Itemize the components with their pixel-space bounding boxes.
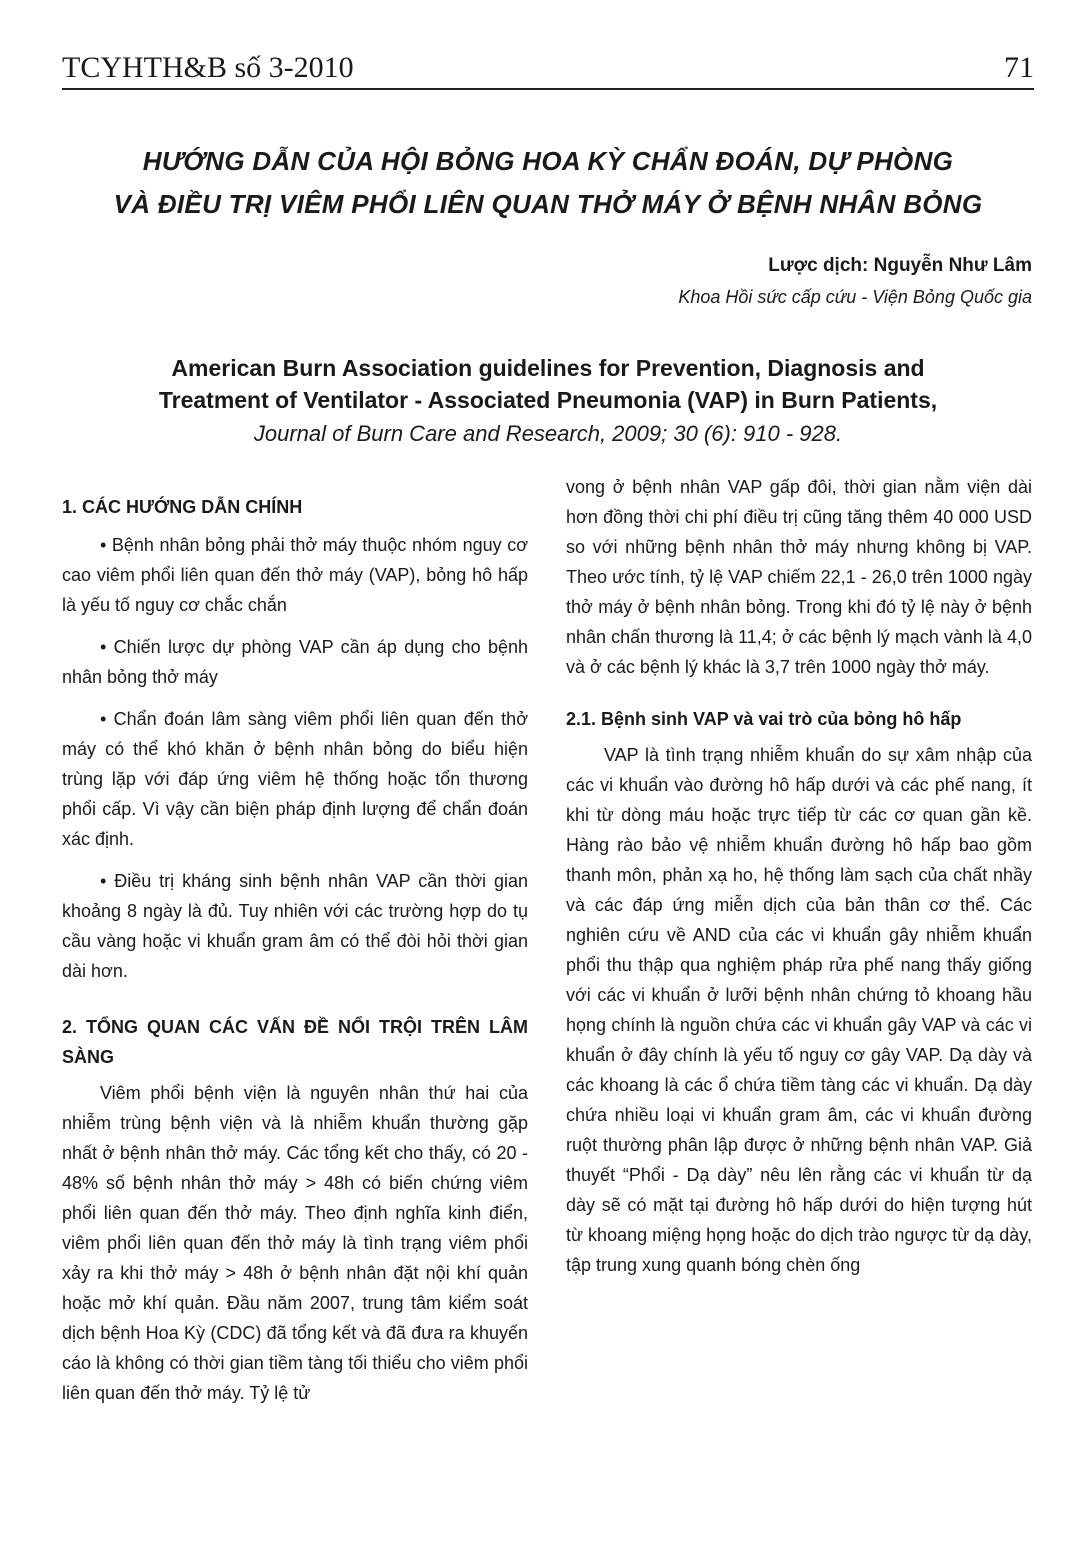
running-header [62, 50, 1034, 86]
author-affiliation: Khoa Hồi sức cấp cứu - Viện Bỏng Quốc gia [678, 287, 1032, 307]
article-title [62, 140, 1034, 226]
header-divider [62, 88, 1034, 90]
bullet-paragraph: • Chiến lược dự phòng VAP cần áp dụng cho bệnh nhân bỏng thở máy [62, 637, 528, 687]
section-2-1-paragraph: VAP là tình trạng nhiễm khuẩn do sự xâm nhập của các vi khuẩn vào đường hô hấp dưới và các phế nang, ít khi từ dòng máu hoặc trực tiếp từ các cơ quan gần kề. Hàng rào bảo vệ nhiễm khuẩn đường hô hấp bao gồm thanh môn, phản xạ ho, hệ thống làm sạch của chất nhầy và các đáp ứng miễn dịch của bản thân cơ thể. Các nghiên cứu về AND của các vi khuẩn gây nhiễm khuẩn phổi thu thập qua nghiệm pháp rửa phế nang thấy giống với các vi khuẩn ở lưỡi bệnh nhân chứng tỏ khoang hầu họng chính là nguồn chứa các vi khuẩn gây VAP và các vi khuẩn ở đây chính là yếu tố nguy cơ gây VAP. Dạ dày và các khoang là các ổ chứa tiềm tàng các vi khuẩn. Dạ dày chứa nhiều loại vi khuẩn gram âm, các vi khuẩn đường ruột thường phân lập được ở những bệnh nhân VAP. Giả thuyết “Phổi - Dạ dày” nêu lên rằng các vi khuẩn từ dạ dày sẽ có mặt tại đường hô hấp dưới do hiện tượng hút từ khoang miệng họng hoặc do dịch trào ngược từ dạ dày, tập trung xung quanh bóng chèn ống [566, 745, 1032, 1275]
source-citation [62, 418, 1034, 450]
title-line-1: HƯỚNG DẪN CỦA HỘI BỎNG HOA KỲ CHẨN ĐOÁN, DỰ PHÒNG [142, 146, 954, 176]
right-column [566, 470, 1032, 1280]
english-title-line-1: American Burn Association guidelines for Prevention, Diagnosis and [171, 355, 925, 381]
left-column [62, 470, 528, 1408]
section-1-heading: 1. CÁC HƯỚNG DẪN CHÍNH [62, 497, 303, 517]
citation-text: Journal of Burn Care and Research, 2009; 30 (6): 910 - 928. [253, 421, 843, 446]
title-line-2: VÀ ĐIỀU TRỊ VIÊM PHỔI LIÊN QUAN THỞ MÁY Ở BỆNH NHÂN BỎNG [113, 189, 983, 219]
english-title-line-2: Treatment of Ventilator - Associated Pneumonia (VAP) in Burn Patients, [158, 387, 938, 413]
section-2-paragraph: Viêm phổi bệnh viện là nguyên nhân thứ hai của nhiễm trùng bệnh viện và là nhiễm khuẩn thường gặp nhất ở bệnh nhân thở máy. Các tổng kết cho thấy, có 20 - 48% số bệnh nhân thở máy > 48h có biến chứng viêm phổi liên quan đến thở máy. Theo định nghĩa kinh điển, viêm phổi liên quan đến thở máy là tình trạng viêm phổi xảy ra khi thở máy > 48h ở bệnh nhân đặt nội khí quản hoặc mở khí quản. Đầu năm 2007, trung tâm kiểm soát dịch bệnh Hoa Kỳ (CDC) đã tổng kết và đã đưa ra khuyến cáo là không có thời gian tiềm tàng tối thiểu cho viêm phổi liên quan đến thở máy. Tỷ lệ tử [62, 1083, 528, 1403]
bullet-paragraph: • Bệnh nhân bỏng phải thở máy thuộc nhóm nguy cơ cao viêm phổi liên quan đến thở máy (VAP), bỏng hô hấp là yếu tố nguy cơ chắc chắn [62, 535, 528, 615]
translator-credit: Lược dịch: Nguyễn Như Lâm [768, 255, 1032, 276]
english-title [62, 352, 1034, 416]
bullet-paragraph: • Điều trị kháng sinh bệnh nhân VAP cần thời gian khoảng 8 ngày là đủ. Tuy nhiên với các trường hợp do tụ cầu vàng hoặc vi khuẩn gram âm có thể đòi hỏi thời gian dài hơn. [62, 871, 528, 981]
section-2-1-heading: 2.1. Bệnh sinh VAP và vai trò của bỏng hô hấp [566, 709, 962, 729]
bullet-paragraph: • Chẩn đoán lâm sàng viêm phổi liên quan đến thở máy có thể khó khăn ở bệnh nhân bỏng do biểu hiện trùng lặp với đáp ứng viêm hệ thống hoặc tổn thương phổi cấp. Vì vậy cần biện pháp định lượng để chẩn đoán xác định. [62, 709, 528, 849]
journal-issue: TCYHTH&B số 3-2010 [62, 51, 354, 84]
section-2-heading: 2. TỔNG QUAN CÁC VẤN ĐỀ NỔI TRỘI TRÊN LÂM SÀNG [62, 1017, 528, 1067]
page-number: 71 [1004, 51, 1034, 84]
continued-paragraph: vong ở bệnh nhân VAP gấp đôi, thời gian nằm viện dài hơn đồng thời chi phí điều trị cũng tăng thêm 40 000 USD so với những bệnh nhân thở máy nhưng không bị VAP. Theo ước tính, tỷ lệ VAP chiếm 22,1 - 26,0 trên 1000 ngày thở máy ở bệnh nhân bỏng. Trong khi đó tỷ lệ này ở bệnh nhân chấn thương là 11,4; ở các bệnh lý mạch vành là 4,0 và ở các bệnh lý khác là 3,7 trên 1000 ngày thở máy. [566, 477, 1032, 677]
